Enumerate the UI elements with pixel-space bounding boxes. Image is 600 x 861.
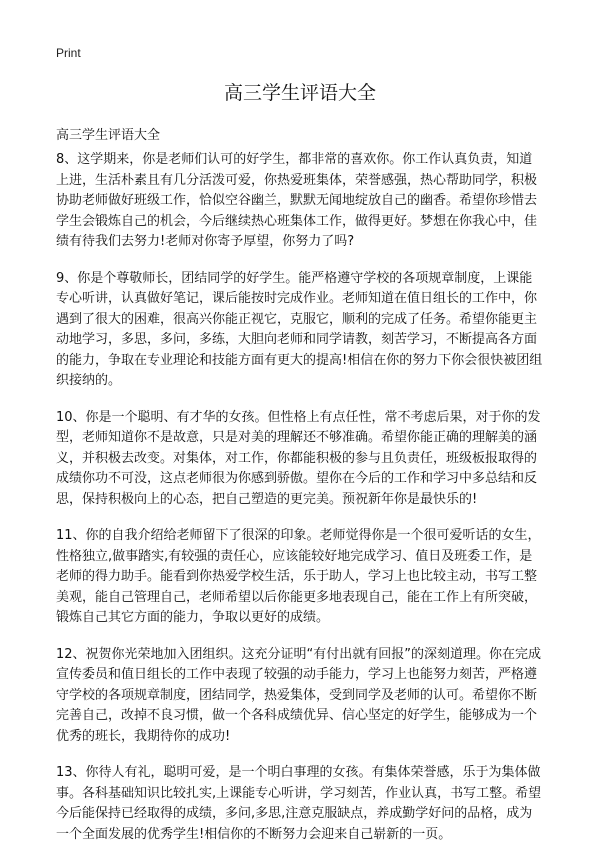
paragraph-13: 13、你待人有礼，聪明可爱，是一个明白事理的女孩。有集体荣誉感，乐于为集体做事。各科基础知识比较扎实,上课能专心听讲，学习刻苦，作业认真，书写工整。希望今后能保持已经取得的成绩，多问,多思,注意克服缺点，养成勤学好问的品格，成为一个全面发展的优秀学生!相信你的不断努力会迎来自己崭新的一页。: [56, 765, 542, 842]
document-body: [56, 150, 544, 861]
paragraph-9: 9、你是个尊敬师长，团结同学的好学生。能严格遵守学校的各项规章制度，上课能专心听讲，认真做好笔记，课后能按时完成作业。老师知道在值日组长的工作中，你遇到了很大的困难，很高兴你能正视它，克服它，顺利的完成了任务。希望你能更主动地学习，多思，多问，多练，大胆向老师和同学请教，刻苦学习，不断提高各方面的能力，争取在专业理论和技能方面有更大的提高!相信在你的努力下你会很快被团组织接纳的。: [56, 270, 543, 388]
paragraph-10: 10、你是一个聪明、有才华的女孩。但性格上有点任性，常不考虑后果，对于你的发型，老师知道你不是故意，只是对美的理解还不够准确。希望你能正确的理解美的涵义，并积极去改变。对集体，对工作，你都能积极的参与且负责任，班级板报取得的成绩你功不可没，这点老师很为你感到骄傲。望你在今后的工作和学习中多总结和反思，保持积极向上的心态，把自己塑造的更完美。预祝新年你是最快乐的!: [56, 409, 541, 507]
paragraph-12: 12、祝贺你光荣地加入团组织。这充分证明“有付出就有回报”的深刻道理。你在完成宣传委员和值日组长的工作中表现了较强的动手能力，学习上也能努力刻苦，严格遵守学校的各项规章制度，团结同学，热爱集体，受到同学及老师的认可。希望你不断完善自己，改掉不良习惯，做一个各科成绩优异、信心坚定的好学生，能够成为一个优秀的班长，我期待你的成功!: [56, 646, 542, 744]
page-title: 高三学生评语大全: [223, 82, 376, 104]
document-subtitle: 高三学生评语大全: [56, 128, 161, 143]
paragraph-11: 11、你的自我介绍给老师留下了很深的印象。老师觉得你是一个很可爱听话的女生，性格独立,做事踏实,有较强的责任心，应该能较好地完成学习、值日及班委工作，是老师的得力助手。能看到你热爱学校生活，乐于助人，学习上也比较主动，书写工整美观，能自己管理自己，老师希望以后你能更多地表现自己，能在工作上有所突破，锻炼自己其它方面的能力，争取以更好的成绩。: [56, 528, 541, 625]
paragraph-8: 8、这学期来，你是老师们认可的好学生，都非常的喜欢你。你工作认真负责，知道上进，生活朴素且有几分活泼可爱，你热爱班集体，荣誉感强，热心帮助同学，积极协助老师做好班级工作，恰似空谷幽兰，默默无闻地绽放自己的幽香。希望你珍惜去学生会锻炼自己的机会，今后继续热心班集体工作，做得更好。梦想在你我心中，佳绩有待我们去努力!老师对你寄予厚望，你努力了吗?: [56, 152, 538, 249]
print-link[interactable]: Print: [56, 46, 81, 60]
